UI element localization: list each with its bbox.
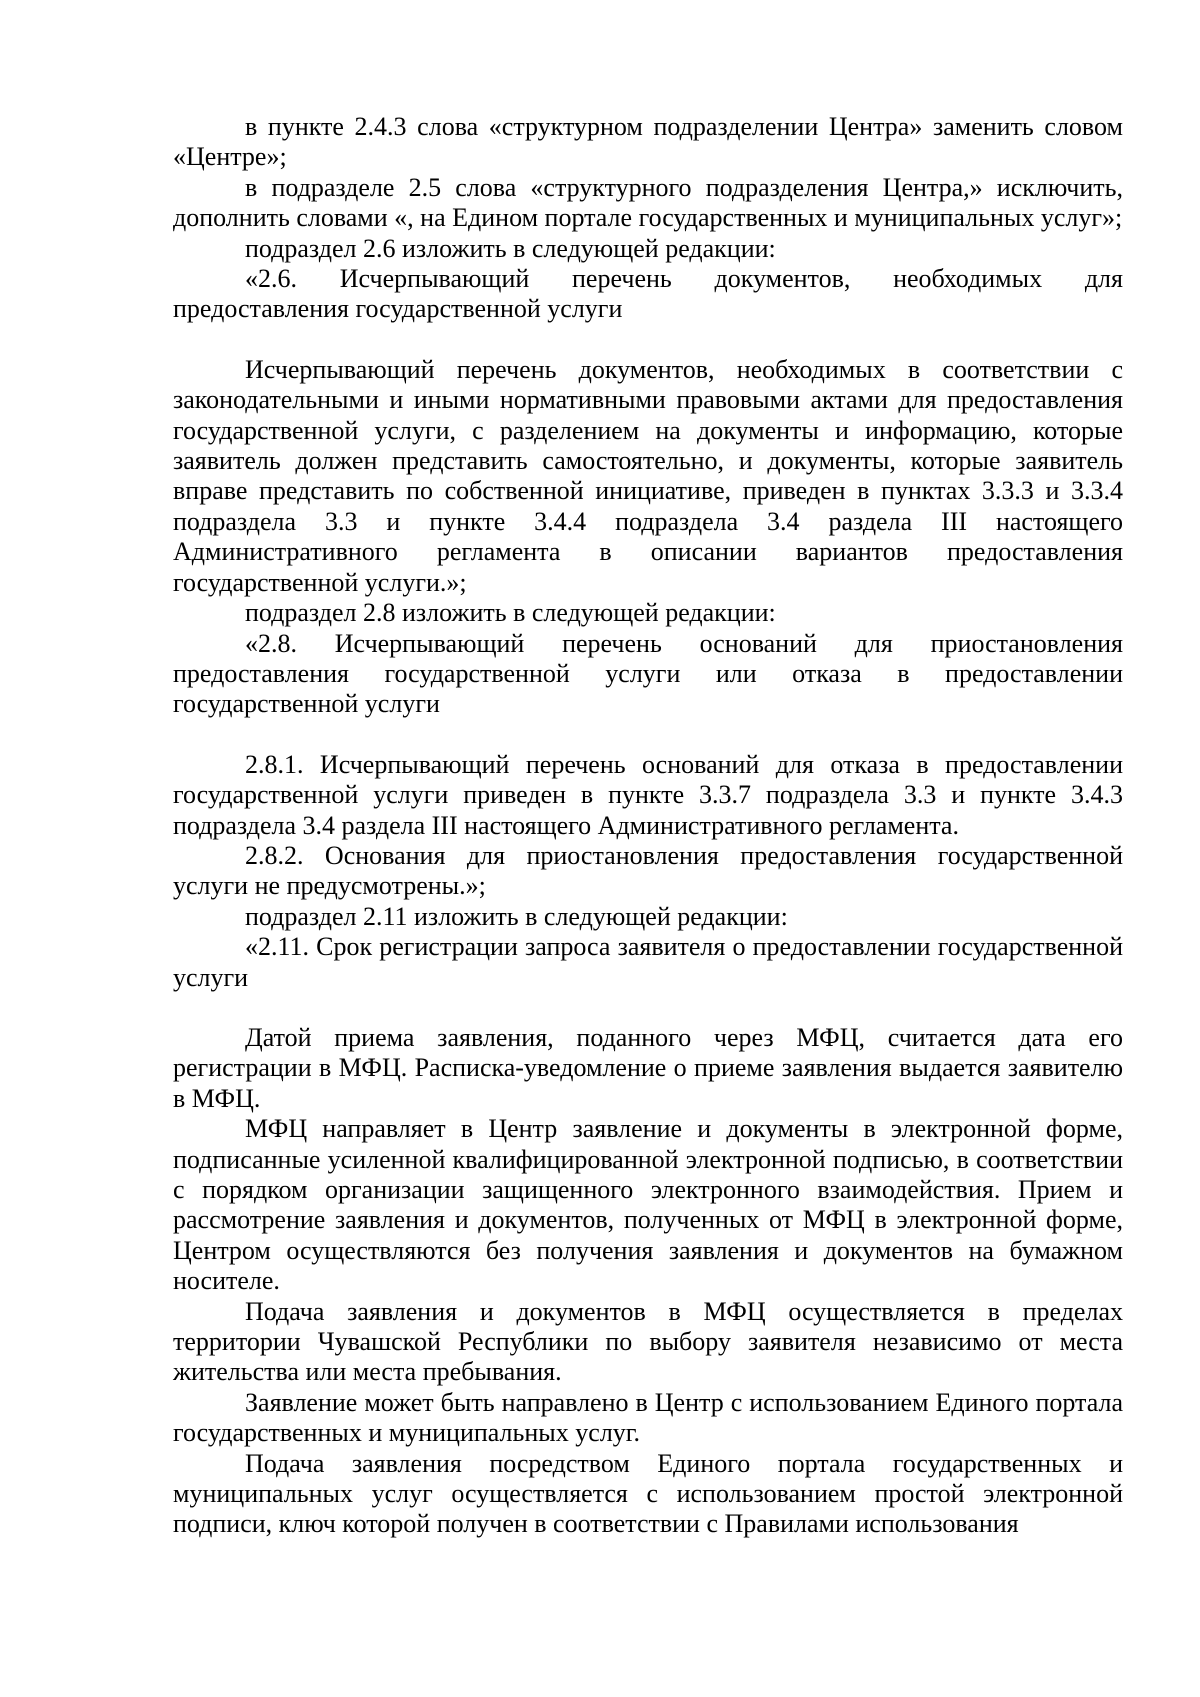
spacer (173, 720, 1123, 750)
paragraph-mfc-date: Датой приема заявления, поданного через МФЦ, считается дата его регистрации в МФЦ. Расписка-уведомление о приеме заявления выдается заявителю в МФЦ. (173, 1022, 1123, 1113)
paragraph-2-4-3: в пункте 2.4.3 слова «структурном подразделении Центра» заменить словом «Центре»; (173, 112, 1123, 172)
paragraph-2-5: в подразделе 2.5 слова «структурного подразделения Центра,» исключить, дополнить словами «, на Едином портале государственных и муниципальных услуг»; (173, 172, 1123, 233)
paragraph-2-6-intro: подраздел 2.6 изложить в следующей редакции: (245, 233, 776, 263)
paragraph-epgu: Заявление может быть направлено в Центр с использованием Единого портала государственных и муниципальных услуг. (173, 1387, 1123, 1448)
spacer (173, 325, 1123, 355)
paragraph-2-8-2: 2.8.2. Основания для приостановления предоставления государственной услуги не предусмотрены.»; (173, 840, 1123, 901)
paragraph-2-8-1: 2.8.1. Исчерпывающий перечень оснований для отказа в предоставлении государственной услуги приведен в пункте 3.3.7 подраздела 3.3 и пункте 3.4.3 подраздела 3.4 раздела III настоящего Административного регламента. (173, 749, 1123, 840)
spacer (173, 993, 1123, 1023)
paragraph-2-8-intro: подраздел 2.8 изложить в следующей редакции: (245, 598, 776, 628)
paragraph-2-11-intro: подраздел 2.11 изложить в следующей редакции: (245, 901, 788, 931)
paragraph-epgu-signature: Подача заявления посредством Единого портала государственных и муниципальных услуг осуществляется с использованием простой электронной подписи, ключ которой получен в соответствии с Правилами использования (173, 1448, 1123, 1539)
document-page (173, 112, 1123, 1540)
paragraph-mfc-sends: МФЦ направляет в Центр заявление и документы в электронной форме, подписанные усиленной квалифицированной электронной подписью, в соответствии с порядком организации защищенного электронного взаимодействия. Прием и рассмотрение заявления и документов, полученных от МФЦ в электронной форме, Центром осуществляются без получения заявления и документов на бумажном носителе. (173, 1114, 1123, 1296)
paragraph-2-6-body: Исчерпывающий перечень документов, необходимых в соответствии с законодательными и иными нормативными правовыми актами для предоставления государственной услуги, с разделением на документы и информацию, которые заявитель должен представить самостоятельно, и документы, которые заявитель вправе представить по собственной инициативе, приведен в пунктах 3.3.3 и 3.3.4 подраздела 3.3 и пункте 3.4.4 подраздела 3.4 раздела III настоящего Административного регламента в описании вариантов предоставления государственной услуги.»; (173, 354, 1123, 597)
heading-2-6: «2.6. Исчерпывающий перечень документов, необходимых для предоставления государственной услуги (173, 264, 1123, 324)
heading-2-8: «2.8. Исчерпывающий перечень оснований для приостановления предоставления государственной услуги или отказа в предоставлении государственной услуги (173, 628, 1123, 719)
heading-2-11: «2.11. Срок регистрации запроса заявителя о предоставлении государственной услуги (173, 932, 1123, 992)
paragraph-mfc-territory: Подача заявления и документов в МФЦ осуществляется в пределах территории Чувашской Республики по выбору заявителя независимо от места жительства или места пребывания. (173, 1296, 1123, 1387)
